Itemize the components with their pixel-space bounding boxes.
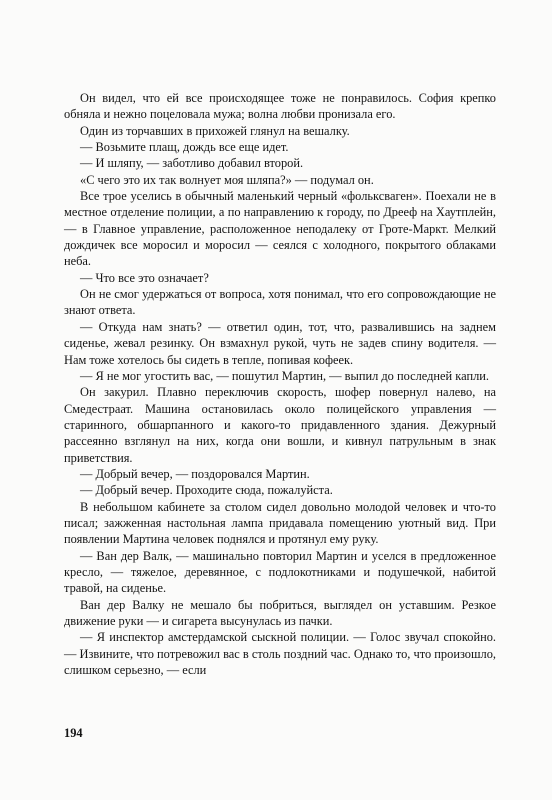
- paragraph: — Ван дер Валк, — машинально повторил Мартин и уселся в предложенное кресло, — тяжелое, деревянное, с подлокотниками и подушечкой, набитой травой, на сиденье.: [64, 548, 496, 596]
- paragraph: — Добрый вечер. Проходите сюда, пожалуйста.: [80, 483, 333, 498]
- paragraph: Все трое уселись в обычный маленький черный «фольксваген». Поехали не в местное отделение полиции, а по направлению к городу, по Дрееф на Хаутплейн, — в Главное управление, расположенное неподалеку от Гроте-Маркт. Мелкий дождичек все моросил и моросил — сеялся с холодного, покрытого облаками неба.: [64, 189, 496, 269]
- paragraph: — Возьмите плащ, дождь все еще идет.: [80, 140, 289, 155]
- paragraph: — Я инспектор амстердамской сыскной полиции. — Голос звучал спокойно. — Извините, что потревожил вас в столь поздний час. Однако то, что произошло, слишком серьезно, — если: [64, 630, 496, 678]
- paragraph: — И шляпу, — заботливо добавил второй.: [80, 156, 304, 171]
- paragraph: В небольшом кабинете за столом сидел довольно молодой человек и что-то писал; зажженная настольная лампа придавала помещению уютный вид. При появлении Мартина человек поднялся и протянул ему руку.: [64, 499, 496, 547]
- paragraph: — Я не мог угостить вас, — пошутил Мартин, — выпил до последней капли.: [80, 368, 489, 383]
- paragraph: Он закурил. Плавно переключив скорость, шофер повернул налево, на Смедестраат. Машина остановилась около полицейского управления — старинного, обшарпанного и какого-то придавленного здания. Дежурный рассеянно взглянул на них, когда они вошли, и кивнул патрульным в знак приветствия.: [64, 385, 496, 465]
- paragraph: — Что все это означает?: [80, 270, 209, 285]
- paragraph: Он не смог удержаться от вопроса, хотя понимал, что его сопровождающие не знают ответа.: [64, 287, 496, 318]
- paragraph: Ван дер Валку не мешало бы побриться, выглядел он уставшим. Резкое движение руки — и сигарета высунулась из пачки.: [64, 597, 496, 628]
- paragraph: — Добрый вечер, — поздоровался Мартин.: [80, 466, 310, 481]
- paragraph: Он видел, что ей все происходящее тоже не понравилось. София крепко обняла и нежно поцеловала мужа; волна любви пронизала его.: [64, 91, 496, 122]
- body-text: [64, 90, 496, 678]
- page-number: 194: [64, 726, 83, 740]
- paragraph: «С чего это их так волнует моя шляпа?» — подумал он.: [80, 172, 374, 187]
- paragraph: Один из торчавших в прихожей глянул на вешалку.: [80, 123, 350, 138]
- paragraph: — Откуда нам знать? — ответил один, тот, что, развалившись на заднем сиденье, жевал резинку. Он взмахнул рукой, чуть не задев спину водителя. — Нам тоже хотелось бы сидеть в тепле, попивая кофеек.: [64, 319, 496, 367]
